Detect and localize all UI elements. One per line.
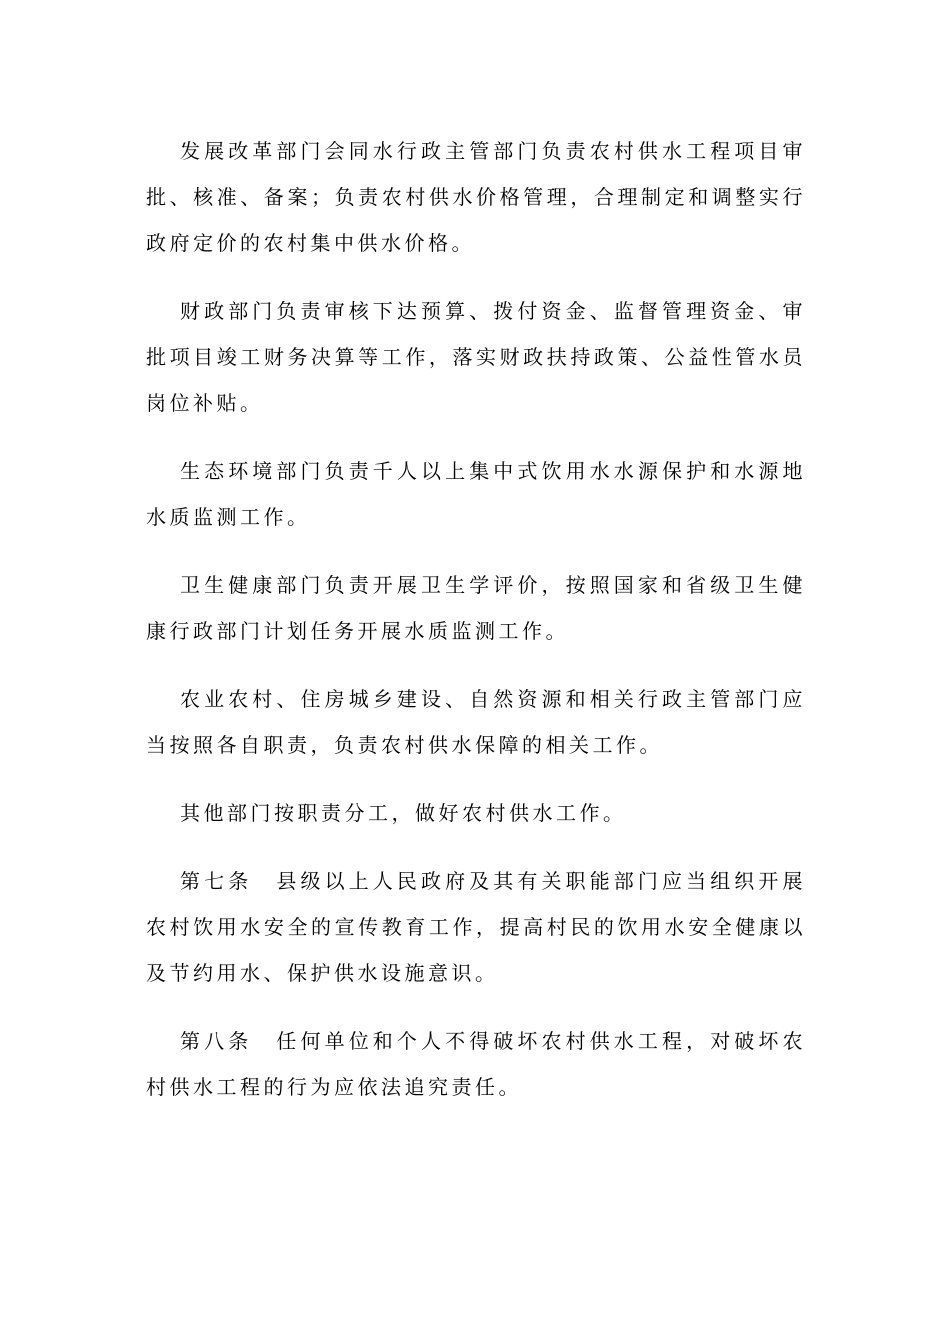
paragraph-article-8: 第八条 任何单位和个人不得破坏农村供水工程，对破坏农村供水工程的行为应依法追究责任。 <box>146 1029 806 1099</box>
paragraph-health: 卫生健康部门负责开展卫生学评价，按照国家和省级卫生健康行政部门计划任务开展水质监测工作。 <box>146 573 806 643</box>
paragraph-finance: 财政部门负责审核下达预算、拨付资金、监督管理资金、审批项目竣工财务决算等工作，落实财政扶持政策、公益性管水员岗位补贴。 <box>146 299 806 415</box>
document-body <box>146 128 806 1132</box>
paragraph-agriculture-housing: 农业农村、住房城乡建设、自然资源和相关行政主管部门应当按照各自职责，负责农村供水保障的相关工作。 <box>146 687 806 757</box>
paragraph-ecology-environment: 生态环境部门负责千人以上集中式饮用水水源保护和水源地水质监测工作。 <box>146 459 806 529</box>
paragraph-other-departments: 其他部门按职责分工，做好农村供水工作。 <box>180 801 627 825</box>
paragraph-development-reform: 发展改革部门会同水行政主管部门负责农村供水工程项目审批、核准、备案；负责农村供水价格管理，合理制定和调整实行政府定价的农村集中供水价格。 <box>146 139 806 255</box>
paragraph-article-7: 第七条 县级以上人民政府及其有关职能部门应当组织开展农村饮用水安全的宣传教育工作，提高村民的饮用水安全健康以及节约用水、保护供水设施意识。 <box>146 869 806 985</box>
